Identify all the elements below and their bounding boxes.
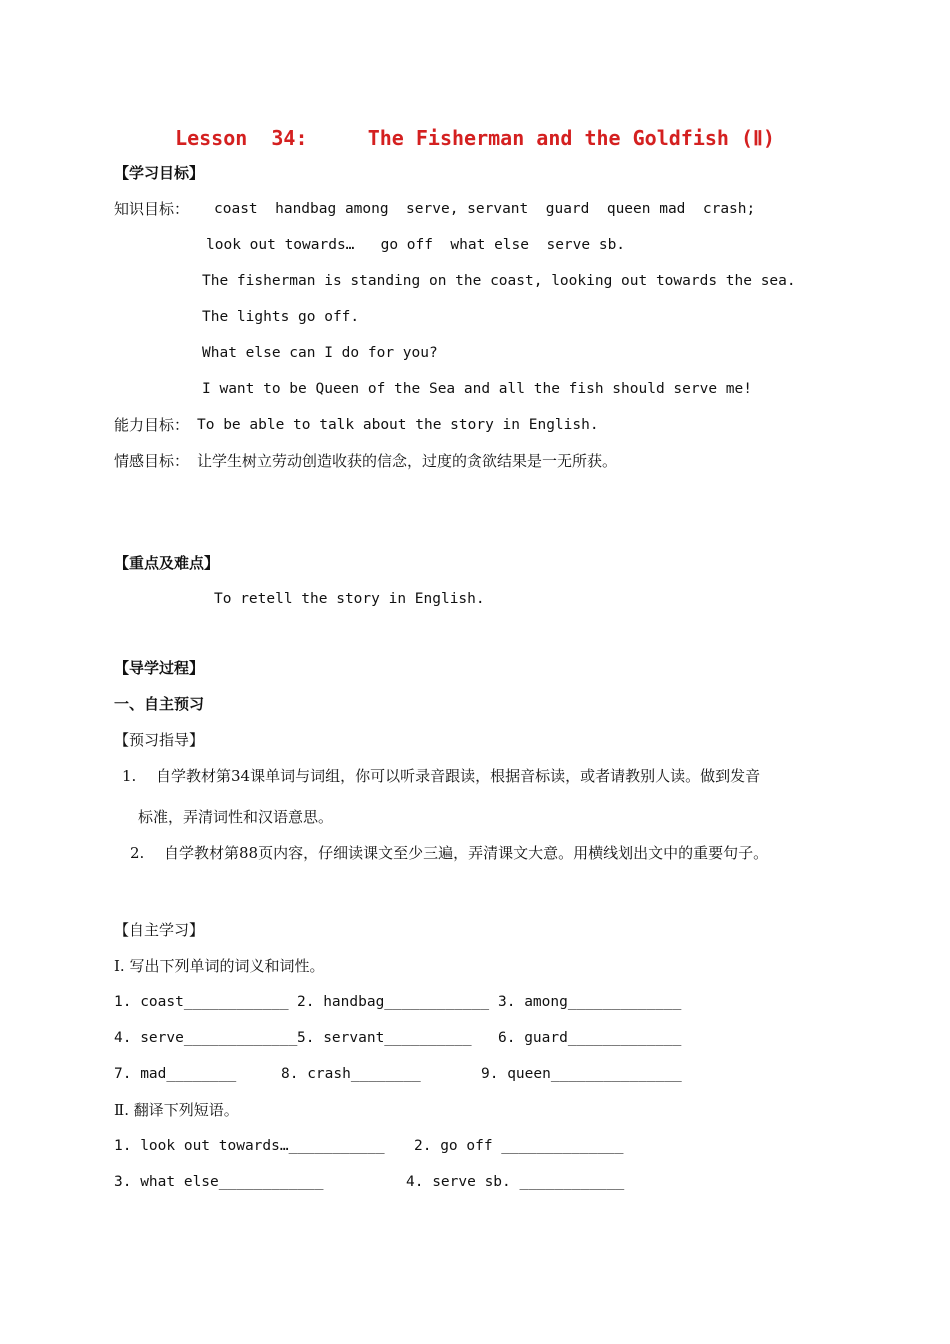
sentence-4: I want to be Queen of the Sea and all the fish should serve me! (202, 381, 752, 397)
process-heading: 【导学过程】 (114, 659, 205, 677)
ex1-item-5: 5. servant__________ (297, 1030, 472, 1046)
ex1-item-1: 1. coast____________ (114, 994, 289, 1010)
knowledge-label: 知识目标： (114, 200, 190, 218)
emotion-label: 情感目标： (114, 452, 190, 470)
guide-item-2-num: 2. (130, 844, 145, 862)
ex2-item-1: 1. look out towards…___________ (114, 1138, 385, 1154)
focus-heading: 【重点及难点】 (114, 554, 220, 572)
guide-item-1-num: 1. (122, 767, 137, 785)
sentence-2: The lights go off. (202, 309, 360, 325)
focus-text: To retell the story in English. (214, 591, 485, 607)
ex1-item-6: 6. guard_____________ (498, 1030, 682, 1046)
self-study-heading: 【自主学习】 (114, 921, 205, 939)
ex1-item-4: 4. serve_____________ (114, 1030, 298, 1046)
ex2-item-3: 3. what else____________ (114, 1174, 324, 1190)
ex1-item-7: 7. mad________ (114, 1066, 237, 1082)
vocab-line: coast handbag among serve, servant guard queen mad crash; (214, 201, 756, 217)
guide-item-1-text: 自学教材第34课单词与词组，你可以听录音跟读，根据音标读，或者请教别人读。做到发音 (156, 767, 761, 785)
ex1-item-3: 3. among_____________ (498, 994, 682, 1010)
sentence-3: What else can I do for you? (202, 345, 438, 361)
sentence-1: The fisherman is standing on the coast, looking out towards the sea. (202, 273, 796, 289)
emotion-text: 让学生树立劳动创造收获的信念，过度的贪欲结果是一无所获。 (197, 452, 618, 470)
ability-text: To be able to talk about the story in English. (197, 417, 599, 433)
ex1-item-9: 9. queen_______________ (481, 1066, 682, 1082)
part1-heading: 一、自主预习 (114, 695, 205, 713)
guide-item-2-text: 自学教材第88页内容，仔细读课文至少三遍，弄清课文大意。用横线划出文中的重要句子。 (164, 844, 769, 862)
ability-label: 能力目标： (114, 416, 190, 434)
exercise-1-title: Ⅰ. 写出下列单词的词义和词性。 (114, 957, 325, 975)
ex1-item-2: 2. handbag____________ (297, 994, 490, 1010)
ex2-item-4: 4. serve sb. ____________ (406, 1174, 625, 1190)
objectives-heading: 【学习目标】 (114, 164, 205, 182)
lesson-title: Lesson 34: The Fisherman and the Goldfish (Ⅱ) (175, 126, 775, 150)
ex2-item-2: 2. go off ______________ (414, 1138, 624, 1154)
phrase-line: look out towards… go off what else serve sb. (206, 237, 626, 253)
exercise-2-title: Ⅱ. 翻译下列短语。 (114, 1101, 239, 1119)
guide-item-1-cont: 标准，弄清词性和汉语意思。 (138, 808, 334, 826)
guide-heading: 【预习指导】 (114, 731, 205, 749)
ex1-item-8: 8. crash________ (281, 1066, 421, 1082)
